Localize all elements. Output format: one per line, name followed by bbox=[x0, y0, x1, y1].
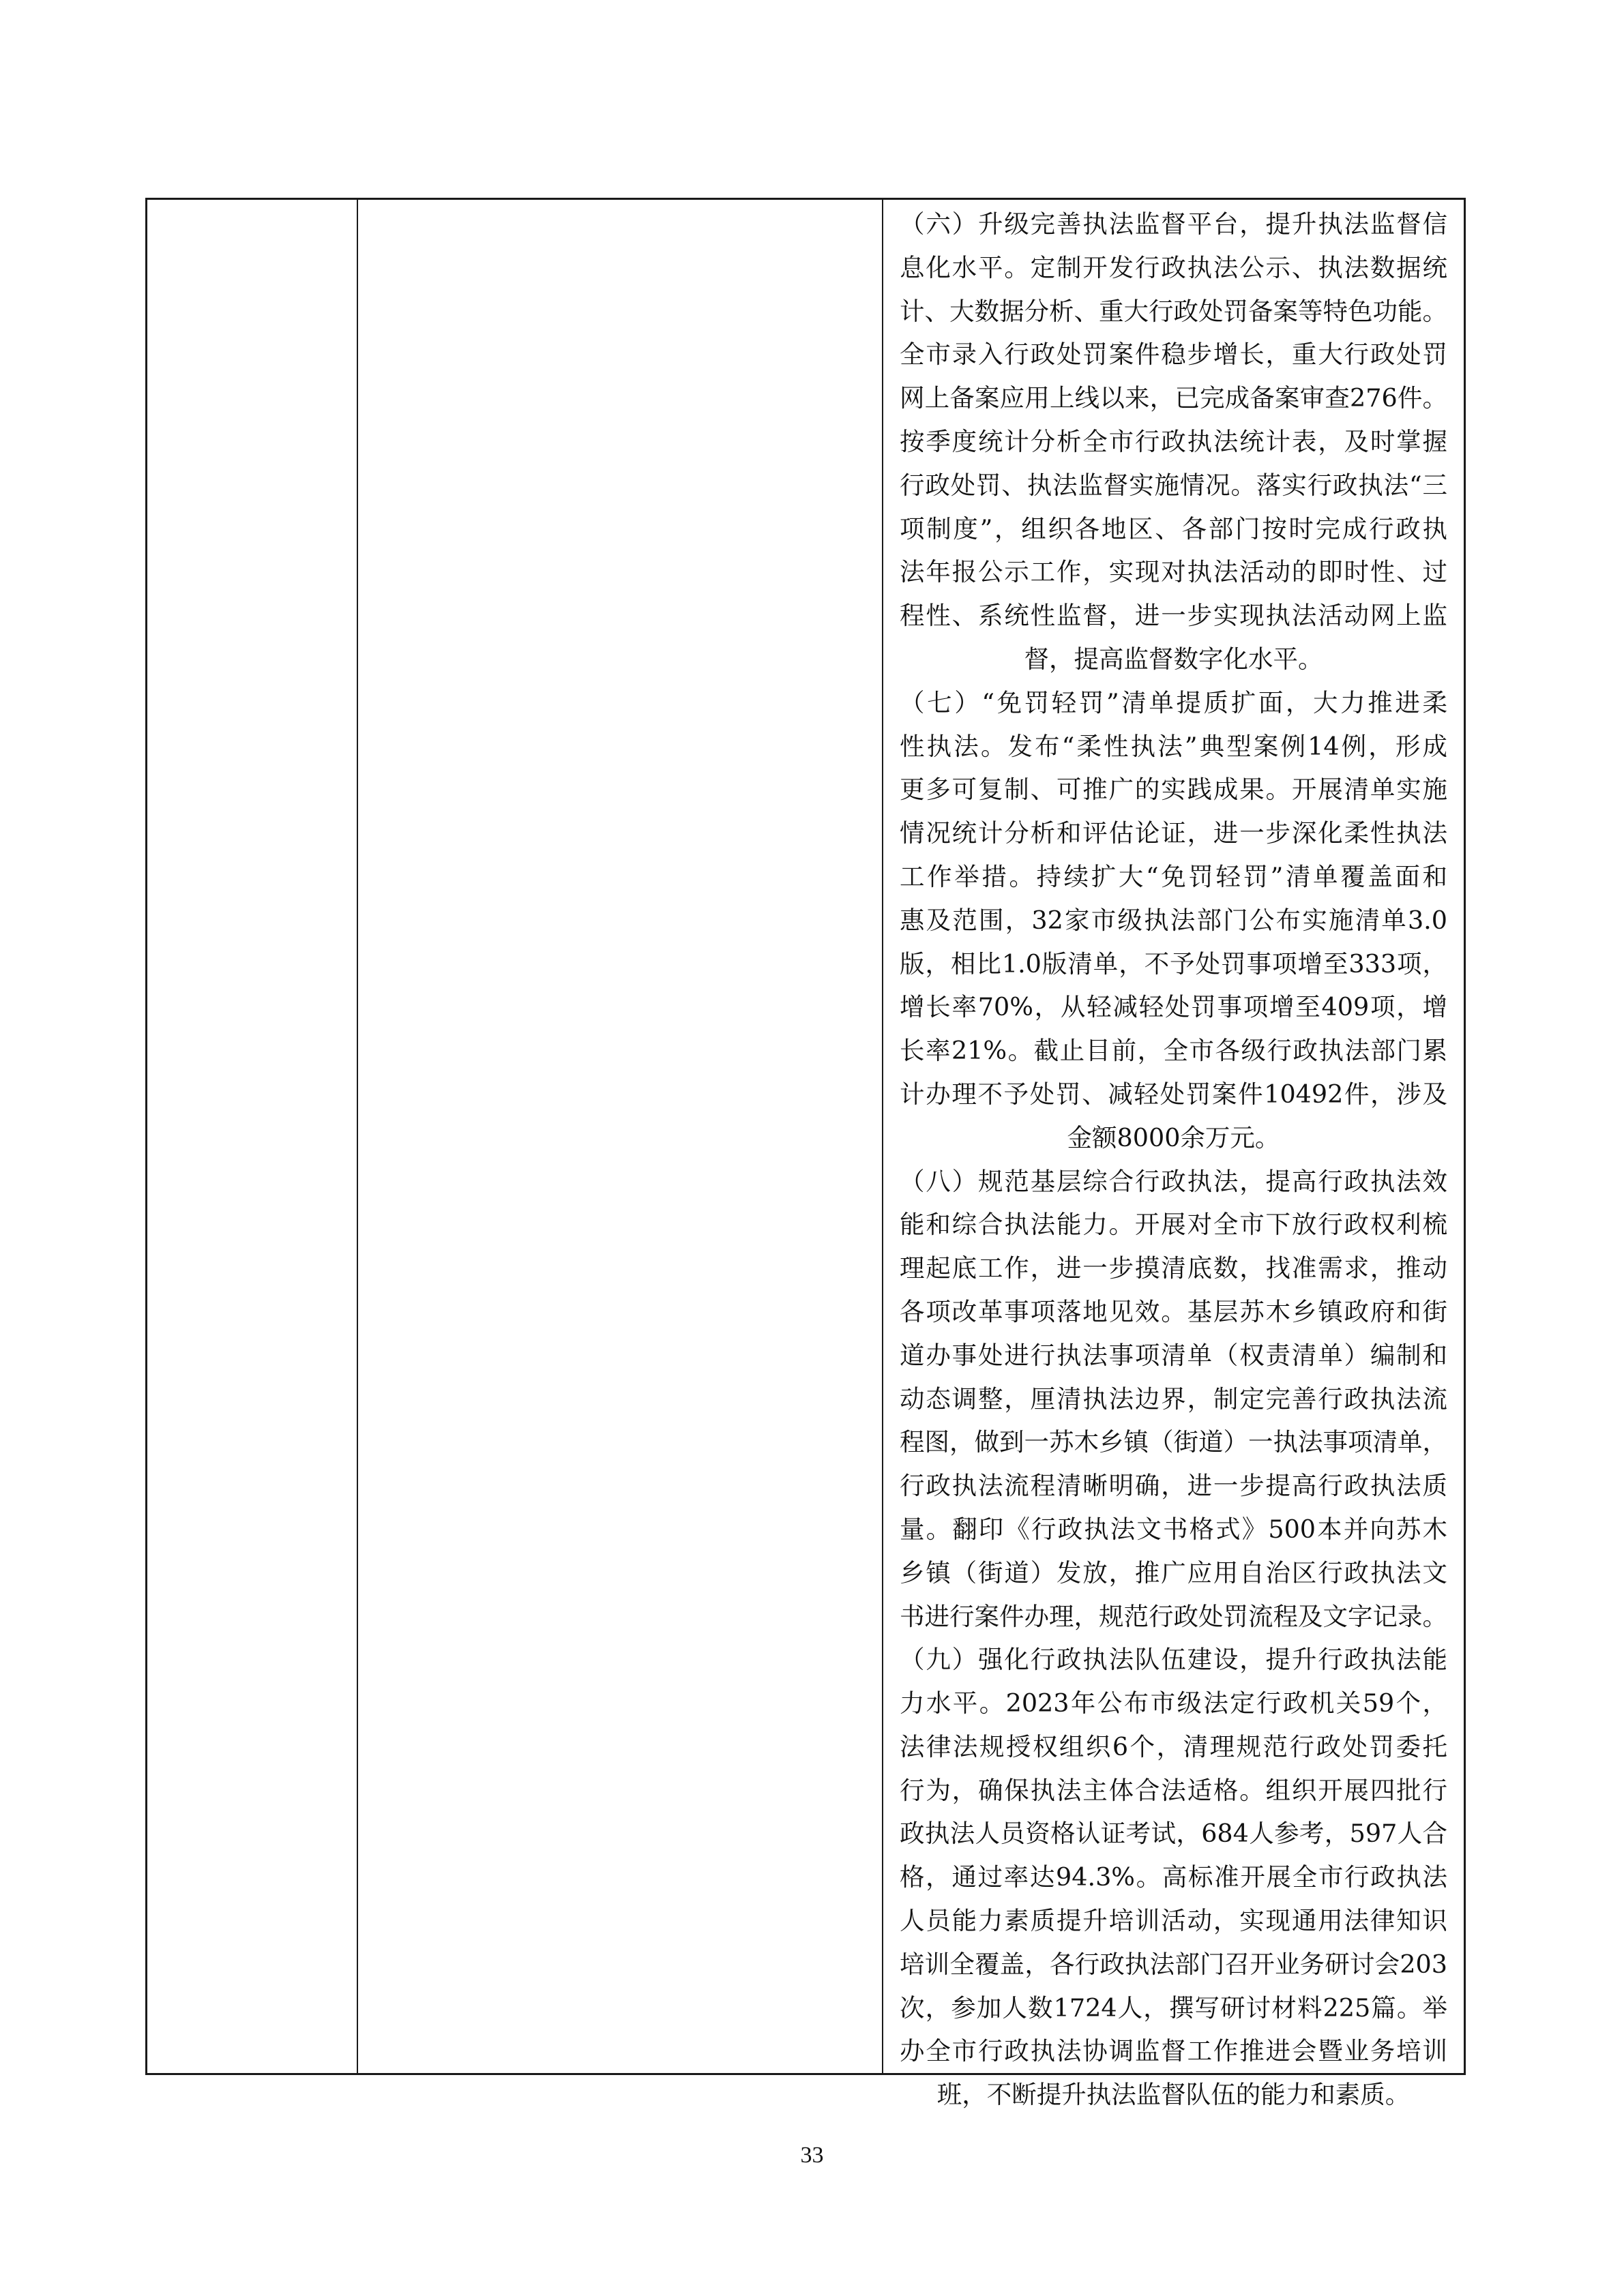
paragraph-line: 行政处罚、执法监督实施情况。落实行政执法“三 bbox=[900, 470, 1447, 500]
paragraph-line: （六）升级完善执法监督平台，提升执法监督信 bbox=[900, 209, 1447, 239]
paragraph-line: 计、大数据分析、重大行政处罚备案等特色功能。 bbox=[900, 296, 1447, 326]
paragraph-line: 政执法人员资格认证考试，684人参考，597人合 bbox=[900, 1819, 1447, 1849]
paragraph-line: 性执法。发布“柔性执法”典型案例14例，形成 bbox=[900, 731, 1447, 761]
paragraph-line: 次，参加人数1724人，撰写研讨材料225篇。举 bbox=[900, 1993, 1447, 2023]
paragraph-line: 增长率70%，从轻减轻处罚事项增至409项，增 bbox=[900, 992, 1447, 1022]
paragraph-line: 各项改革事项落地见效。基层苏木乡镇政府和街 bbox=[900, 1296, 1447, 1326]
paragraph-line: 网上备案应用上线以来，已完成备案审查276件。 bbox=[900, 383, 1447, 413]
paragraph-line: 书进行案件办理，规范行政处罚流程及文字记录。 bbox=[900, 1601, 1447, 1631]
paragraph-line: 版，相比1.0版清单，不予处罚事项增至333项， bbox=[900, 949, 1447, 979]
section-paragraph bbox=[900, 1160, 1447, 1639]
paragraph-line: 更多可复制、可推广的实践成果。开展清单实施 bbox=[900, 775, 1447, 805]
table-column-1 bbox=[147, 200, 358, 2073]
paragraph-line: 量。翻印《行政执法文书格式》500本并向苏木 bbox=[900, 1514, 1447, 1544]
paragraph-line: 办全市行政执法协调监督工作推进会暨业务培训 bbox=[900, 2036, 1447, 2066]
paragraph-line: 程性、系统性监督，进一步实现执法活动网上监 bbox=[900, 601, 1447, 631]
paragraph-line: 行政执法流程清晰明确，进一步提高行政执法质 bbox=[900, 1471, 1447, 1501]
paragraph-line: 人员能力素质提升培训活动，实现通用法律知识 bbox=[900, 1906, 1447, 1936]
section-paragraph bbox=[900, 203, 1447, 681]
paragraph-line: 能和综合执法能力。开展对全市下放行政权利梳 bbox=[900, 1210, 1447, 1240]
section-paragraph bbox=[900, 681, 1447, 1160]
paragraph-line: 惠及范围，32家市级执法部门公布实施清单3.0 bbox=[900, 905, 1447, 935]
paragraph-line: 动态调整，厘清执法边界，制定完善行政执法流 bbox=[900, 1384, 1447, 1414]
paragraph-line: 金额8000余万元。 bbox=[1067, 1122, 1280, 1152]
paragraph-line: 息化水平。定制开发行政执法公示、执法数据统 bbox=[900, 252, 1447, 282]
paragraph-line: 法年报公示工作，实现对执法活动的即时性、过 bbox=[900, 557, 1447, 587]
paragraph-line: 全市录入行政处罚案件稳步增长，重大行政处罚 bbox=[900, 340, 1447, 370]
paragraph-line: 项制度”，组织各地区、各部门按时完成行政执 bbox=[900, 513, 1447, 543]
page-number: 33 bbox=[800, 2143, 824, 2168]
paragraph-line: 乡镇（街道）发放，推广应用自治区行政执法文 bbox=[900, 1557, 1447, 1587]
paragraph-line: 班，不断提升执法监督队伍的能力和素质。 bbox=[936, 2080, 1411, 2110]
paragraph-line: 力水平。2023年公布市级法定行政机关59个， bbox=[900, 1688, 1447, 1718]
paragraph-line: 程图，做到一苏木乡镇（街道）一执法事项清单， bbox=[900, 1427, 1447, 1457]
paragraph-line: 行为，确保执法主体合法适格。组织开展四批行 bbox=[900, 1775, 1447, 1805]
paragraph-line: 道办事处进行执法事项清单（权责清单）编制和 bbox=[900, 1340, 1447, 1370]
paragraph-line: 格，通过率达94.3%。高标准开展全市行政执法 bbox=[900, 1862, 1447, 1892]
paragraph-line: 法律法规授权组织6个，清理规范行政处罚委托 bbox=[900, 1731, 1447, 1761]
paragraph-line: 按季度统计分析全市行政执法统计表，及时掌握 bbox=[900, 426, 1447, 456]
paragraph-line: 计办理不予处罚、减轻处罚案件10492件，涉及 bbox=[900, 1079, 1447, 1109]
table-column-2 bbox=[358, 200, 883, 2073]
paragraph-line: 工作举措。持续扩大“免罚轻罚”清单覆盖面和 bbox=[900, 861, 1447, 891]
paragraph-line: 情况统计分析和评估论证，进一步深化柔性执法 bbox=[900, 818, 1447, 848]
paragraph-line: （八）规范基层综合行政执法，提高行政执法效 bbox=[900, 1166, 1447, 1196]
paragraph-line: 长率21%。截止目前，全市各级行政执法部门累 bbox=[900, 1036, 1447, 1066]
content-table bbox=[145, 198, 1466, 2110]
paragraph-line: 理起底工作，进一步摸清底数，找准需求，推动 bbox=[900, 1253, 1447, 1283]
table-column-3 bbox=[883, 200, 1464, 2110]
paragraph-line: 督，提高监督数字化水平。 bbox=[1024, 644, 1323, 674]
paragraph-line: 培训全覆盖，各行政执法部门召开业务研讨会203 bbox=[900, 1949, 1447, 1979]
section-paragraph bbox=[900, 1638, 1447, 2117]
paragraph-line: （七）“免罚轻罚”清单提质扩面，大力推进柔 bbox=[900, 687, 1447, 717]
paragraph-line: （九）强化行政执法队伍建设，提升行政执法能 bbox=[900, 1645, 1447, 1675]
